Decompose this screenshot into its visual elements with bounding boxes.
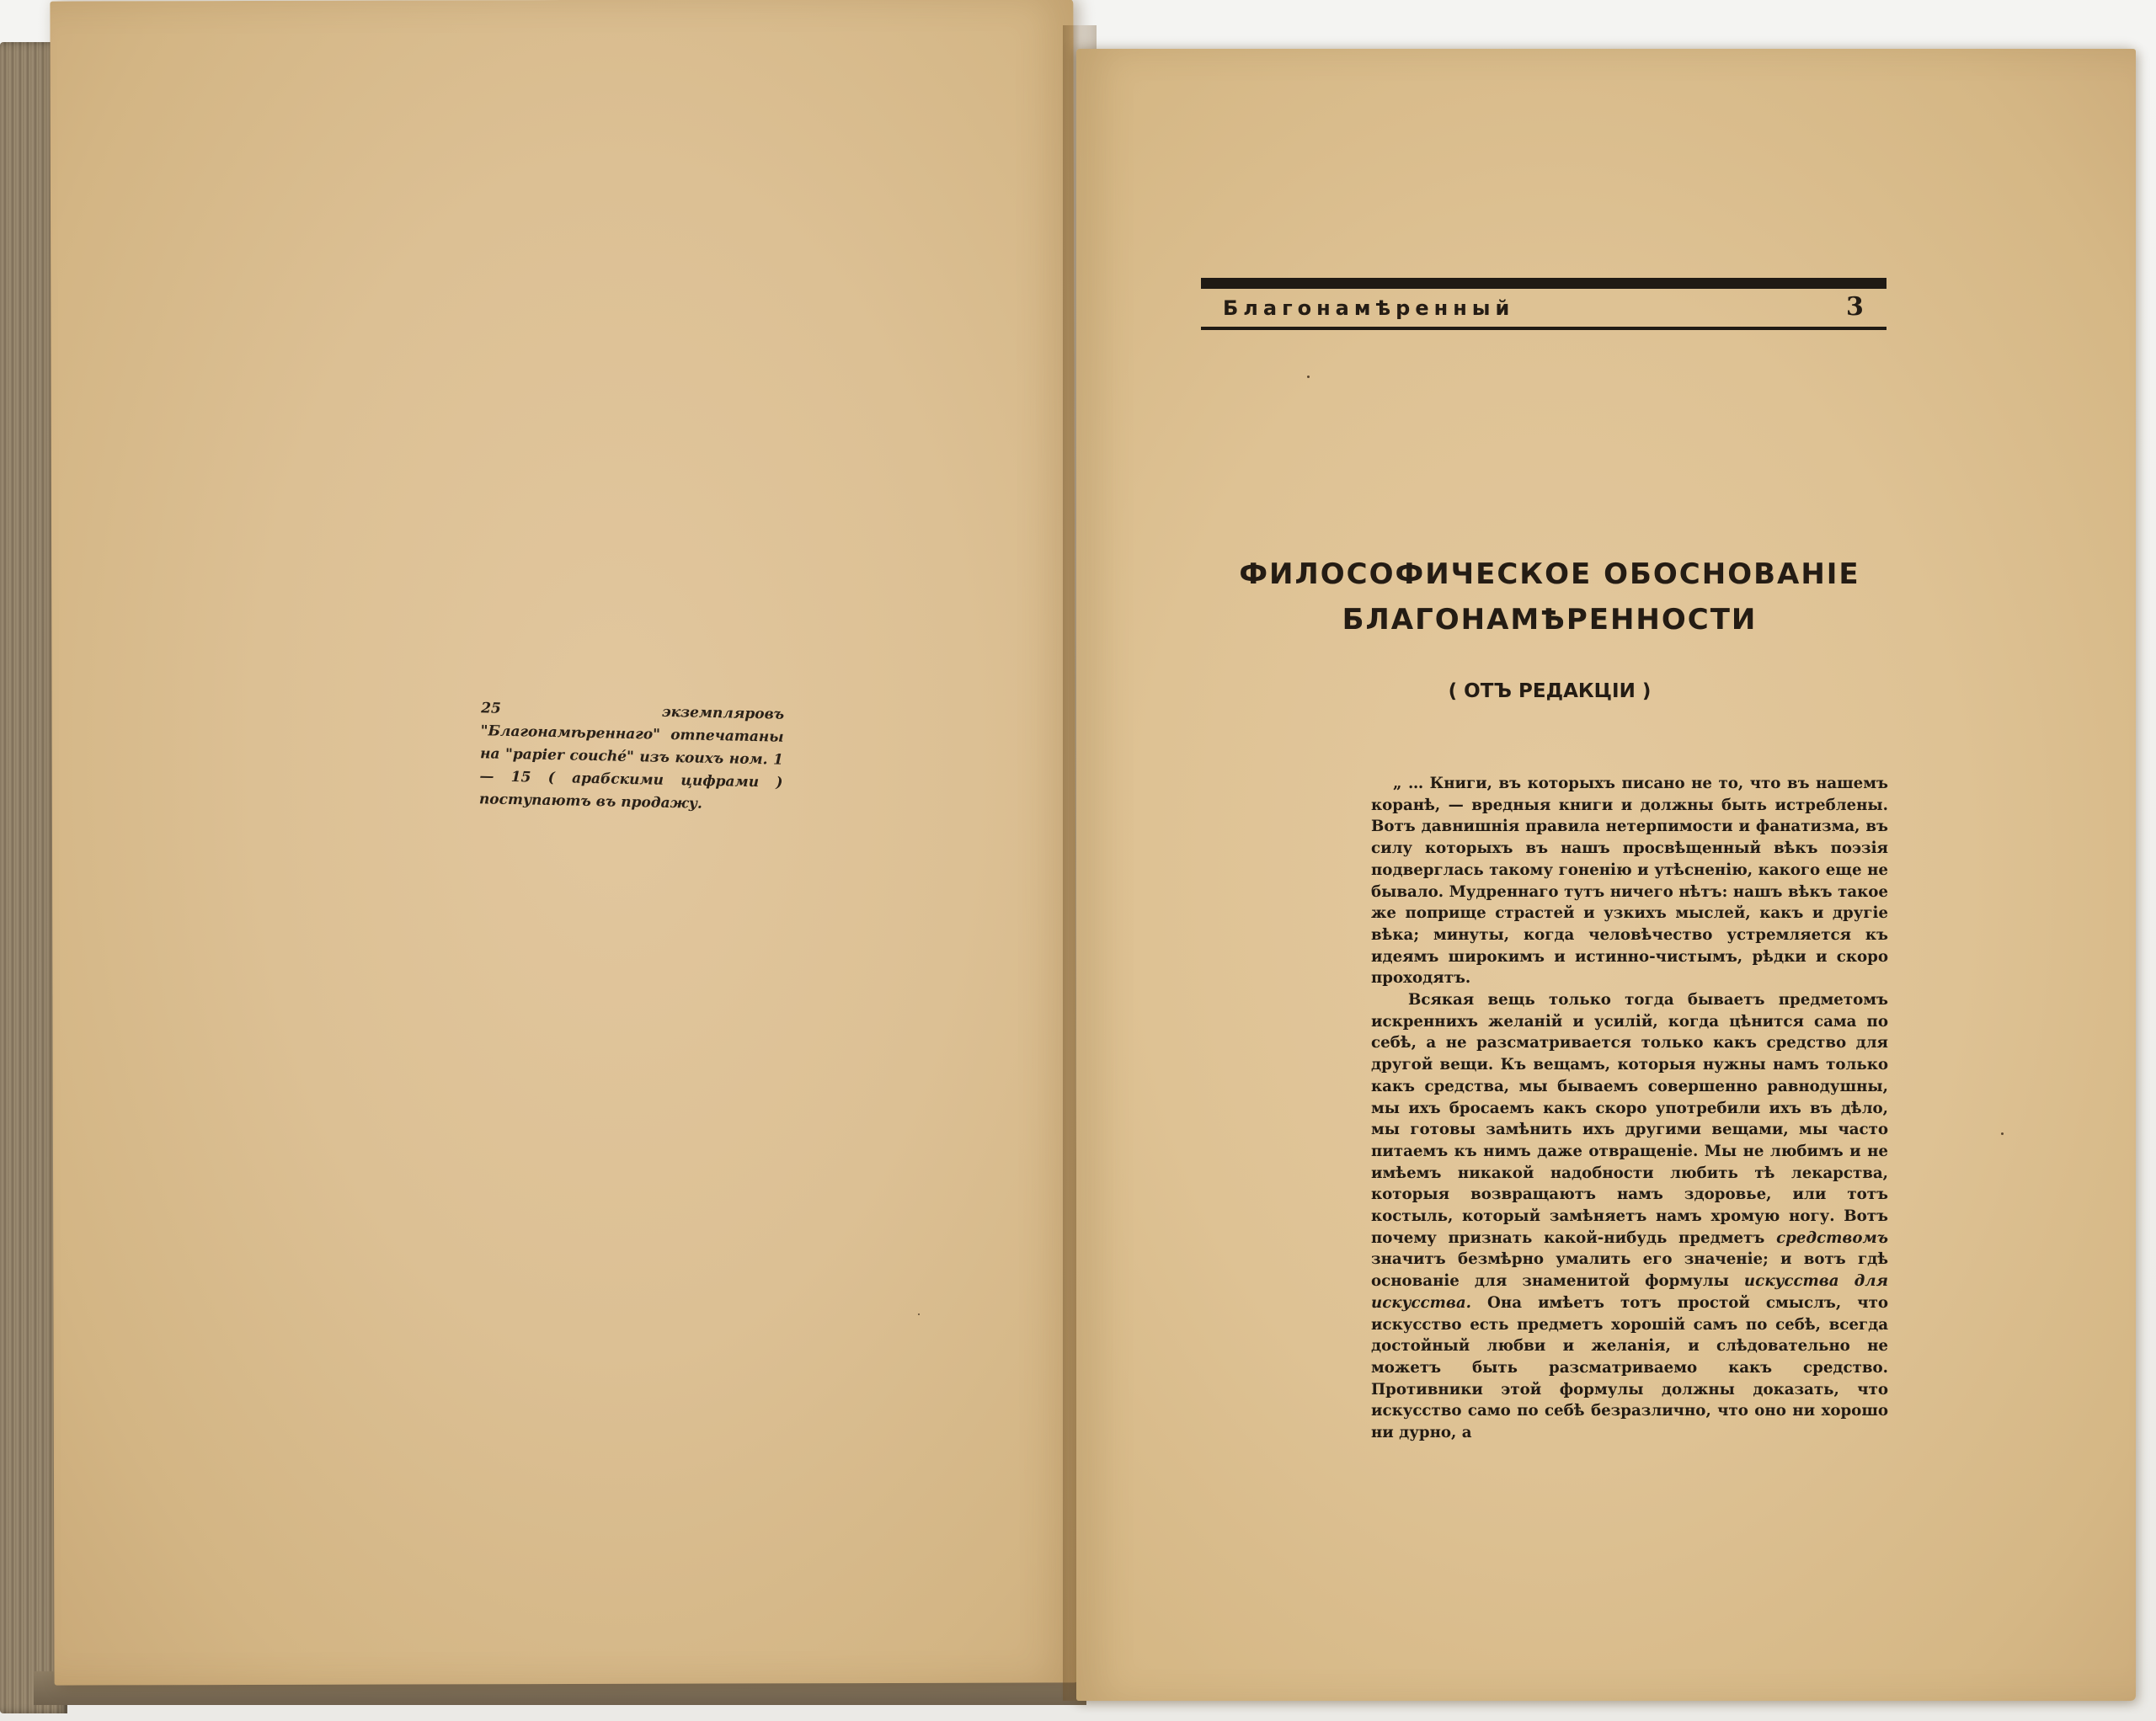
article-title-line-2: БЛАГОНАМѢРЕННОСТИ [1342, 603, 1758, 637]
body-paragraph-2 [1371, 989, 1888, 1444]
body-paragraph-1: „ … Книги, въ которыхъ писано не то, что въ нашемъ коранѣ, — вредныя книги и должны быть истреблены. Вотъ давнишнія правила нетерпимости и фанатизма, въ силу которыхъ въ нашъ просвѣщенный вѣкъ поэзія подверглась такому гоненію и утѣсненію, какого еще не бывало. Мудреннаго тутъ ничего нѣтъ: нашъ вѣкъ такое же поприще страстей и узкихъ мыслей, какъ и другіе вѣка; минуты, когда человѣчество устремляется къ идеямъ широкимъ и истинно-чистымъ, рѣдки и скоро проходятъ. [1371, 775, 1888, 988]
article-body [1371, 773, 1888, 1444]
article-title [1230, 551, 1870, 642]
page-number: 3 [1846, 292, 1864, 322]
body-paragraph-2-text-1: Всякая вещь только тогда бываетъ предметомъ искреннихъ желаній и усилій, когда цѣнится сама по себѣ, а не разсматривается только какъ средство для другой вещи. Къ вещамъ, которыя нужны намъ только какъ средства, мы бываемъ совершенно равнодушны, мы ихъ бросаемъ какъ скоро употребили ихъ въ дѣло, мы готовы замѣнить ихъ другими вещами, мы часто питаемъ къ нимъ даже отвращеніе. Мы не любимъ и не имѣемъ никакой надобности любить тѣ лекарства, которыя возвращаютъ намъ здоровье, или тотъ костыль, который замѣняетъ намъ хромую ногу. Вотъ почему признать какой-нибудь предметъ [1371, 991, 1888, 1247]
emphasis-sredstvom: средствомъ [1776, 1228, 1888, 1247]
article-subtitle: ( ОТЪ РЕДАКЦIИ ) [1448, 680, 1652, 702]
paper-speck [2001, 1132, 2004, 1135]
article-title-line-1: ФИЛОСОФИЧЕСКОЕ ОБОСНОВАНIЕ [1239, 557, 1860, 591]
body-paragraph-2-text-2: значитъ безмѣрно умалить его значеніе; и вотъ гдѣ основаніе для знаменитой формулы [1371, 1250, 1888, 1291]
header-rule-thick [1201, 278, 1886, 289]
colophon-note: 25 экземпляровъ "Благонамѣреннаго" отпечатаны на "papier couché" изъ коихъ ном. 1 — 15 ( арабскими цифрами ) поступаютъ въ продажу. [478, 700, 785, 813]
emphasis-art-for-art: искусства для искусства. [1371, 1272, 1888, 1312]
left-page [50, 0, 1077, 1686]
running-title: Благонамѣренный [1223, 296, 1515, 320]
paper-speck [1307, 376, 1310, 378]
header-rule-thin [1201, 327, 1886, 330]
paper-speck [918, 1313, 920, 1315]
body-paragraph-2-text-3: Она имѣетъ тотъ простой смыслъ, что искусство есть предметъ хорошій самъ по себѣ, всегда достойный любви и желанія, и слѣдовательно не можетъ быть разсматриваемо какъ средство. Противники этой формулы должны доказать, что искусство само по себѣ безразлично, что оно ни хорошо ни дурно, а [1371, 1293, 1888, 1442]
